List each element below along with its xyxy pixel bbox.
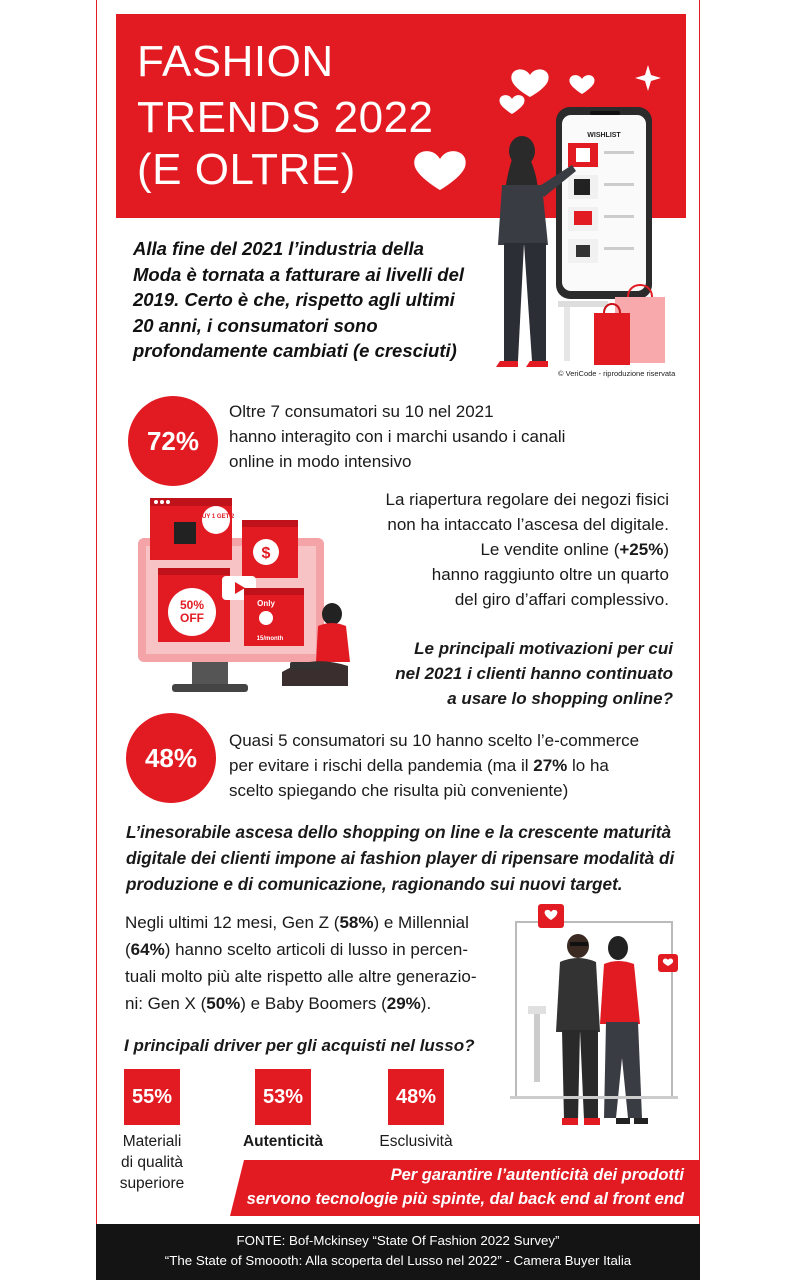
- driver-value-box: 53%: [255, 1069, 311, 1125]
- intro-line: profondamente cambiati (e cresciuti): [133, 340, 457, 361]
- stat2-line-part: lo ha: [567, 756, 609, 775]
- svg-text:Only: Only: [257, 599, 275, 608]
- driver-value-box: 48%: [388, 1069, 444, 1125]
- banner-line: Per garantire l’autenticità dei prodotti: [390, 1166, 684, 1184]
- driver-label-line: Autenticità: [242, 1133, 324, 1150]
- stat2-line: scelto spiegando che risulta più conveniente): [229, 781, 569, 800]
- intro-line: Moda è tornata a fatturare ai livelli del: [133, 263, 465, 285]
- svg-text:15/month: 15/month: [256, 636, 284, 642]
- driver-label-materials: [104, 1131, 200, 1194]
- genz-value: 58%: [339, 913, 374, 932]
- copyright-credit: © VeriCode - riproduzione riservata: [558, 369, 676, 378]
- luxury-line: [125, 936, 525, 963]
- luxury-line-part: (: [125, 940, 131, 959]
- intro-paragraph: [133, 236, 513, 364]
- luxury-line-part: ni: Gen X (: [125, 994, 207, 1013]
- luxury-line: [125, 909, 525, 936]
- title-line-3: (E OLTRE): [137, 145, 356, 194]
- intro-line: Alla fine del 2021 l’industria della: [133, 238, 424, 259]
- statement-line: digitale dei clienti impone ai fashion player di ripensare modalità di: [126, 848, 675, 868]
- luxury-paragraph: [125, 909, 525, 1017]
- couple-photo-illustration: [498, 900, 683, 1145]
- heart-icon: [499, 95, 524, 114]
- digital-line: del giro d’affari complessivo.: [454, 590, 669, 609]
- driver-label-authenticity: [232, 1131, 334, 1152]
- online-growth-value: +25%: [619, 540, 664, 559]
- convenience-value: 27%: [533, 756, 568, 775]
- luxury-line: [125, 990, 525, 1017]
- title-line-2: TRENDS 2022: [137, 93, 434, 142]
- heart-icon: [569, 75, 594, 94]
- banner-line: servono tecnologie più spinte, dal back end al front end: [246, 1190, 684, 1208]
- closing-banner-text: [234, 1163, 684, 1211]
- footer-line: FONTE: Bof-Mckinsey “State Of Fashion 2022 Survey”: [236, 1233, 560, 1248]
- digital-line: hanno raggiunto oltre un quarto: [431, 565, 669, 584]
- stat2-text: [229, 728, 689, 803]
- heart-icon: [414, 151, 465, 190]
- title-line-1: FASHION: [137, 37, 334, 86]
- driver-label-line: superiore: [119, 1175, 185, 1192]
- driver-label-line: di qualità: [120, 1154, 184, 1171]
- stat2-line: Quasi 5 consumatori su 10 hanno scelto l’e-commerce: [229, 731, 640, 750]
- source-footer: [96, 1224, 700, 1280]
- driver-value-box: 55%: [124, 1069, 180, 1125]
- question-line: a usare lo shopping online?: [447, 689, 673, 708]
- digital-line: La riapertura regolare dei negozi fisici: [385, 490, 669, 509]
- luxury-line-part: ) hanno scelto articoli di lusso in percen-: [164, 940, 469, 959]
- stat2-line-part: per evitare i rischi della pandemia (ma il: [229, 756, 534, 775]
- driver-label-line: Esclusività: [379, 1133, 453, 1150]
- driver-label-line: Materiali: [122, 1133, 182, 1150]
- online-shopping-illustration: [132, 494, 362, 704]
- question-line: Le principali motivazioni per cui: [414, 639, 673, 658]
- stat1-line: online in modo intensivo: [229, 452, 412, 471]
- stat1-text: [229, 399, 669, 474]
- heart-icon: [511, 69, 548, 97]
- intro-line: 2019. Certo è che, rispetto agli ultimi: [133, 289, 455, 310]
- statement-line: L’inesorabile ascesa dello shopping on line e la crescente maturità: [126, 822, 672, 842]
- svg-text:BUY 1 GET 2: BUY 1 GET 2: [197, 514, 235, 520]
- boomers-value: 29%: [386, 994, 421, 1013]
- drivers-question: I principali driver per gli acquisti nel lusso?: [124, 1036, 475, 1055]
- driver-label-exclusivity: [366, 1131, 466, 1152]
- statement-paragraph: [126, 819, 696, 897]
- stat1-line: Oltre 7 consumatori su 10 nel 2021: [229, 402, 494, 421]
- luxury-line-part: ) e Millennial: [373, 913, 469, 932]
- luxury-line-part: ).: [420, 994, 432, 1013]
- svg-text:WISHLIST: WISHLIST: [587, 132, 621, 139]
- stat2-line: [229, 753, 689, 778]
- stat-circle-48: 48%: [126, 713, 216, 803]
- stat-circle-72: 72%: [128, 396, 218, 486]
- svg-text:$: $: [261, 545, 271, 562]
- svg-text:OFF: OFF: [180, 611, 204, 625]
- sparkle-icon: [635, 65, 661, 91]
- digital-line: [330, 537, 669, 562]
- svg-text:50%: 50%: [179, 598, 205, 612]
- digital-line-part: Le vendite online (: [480, 540, 620, 559]
- question-line: nel 2021 i clienti hanno continuato: [395, 664, 673, 683]
- intro-line: 20 anni, i consumatori sono: [133, 314, 378, 336]
- motivations-question: [340, 636, 673, 711]
- statement-line: produzione e di comunicazione, ragionando sui nuovi target.: [126, 874, 623, 894]
- digital-text: [330, 487, 669, 612]
- footer-line: “The State of Smoooth: Alla scoperta del Lusso nel 2022” - Camera Buyer Italia: [164, 1253, 632, 1268]
- digital-line: non ha intaccato l’ascesa del digitale.: [387, 515, 669, 534]
- genx-value: 50%: [206, 994, 241, 1013]
- luxury-line: tuali molto più alte rispetto alle altre generazio-: [125, 967, 477, 986]
- luxury-line-part: ) e Baby Boomers (: [240, 994, 387, 1013]
- digital-line-part: ): [663, 540, 669, 559]
- stat1-line: hanno interagito con i marchi usando i canali: [229, 427, 566, 446]
- luxury-line-part: Negli ultimi 12 mesi, Gen Z (: [125, 913, 340, 932]
- millennial-value: 64%: [130, 940, 165, 959]
